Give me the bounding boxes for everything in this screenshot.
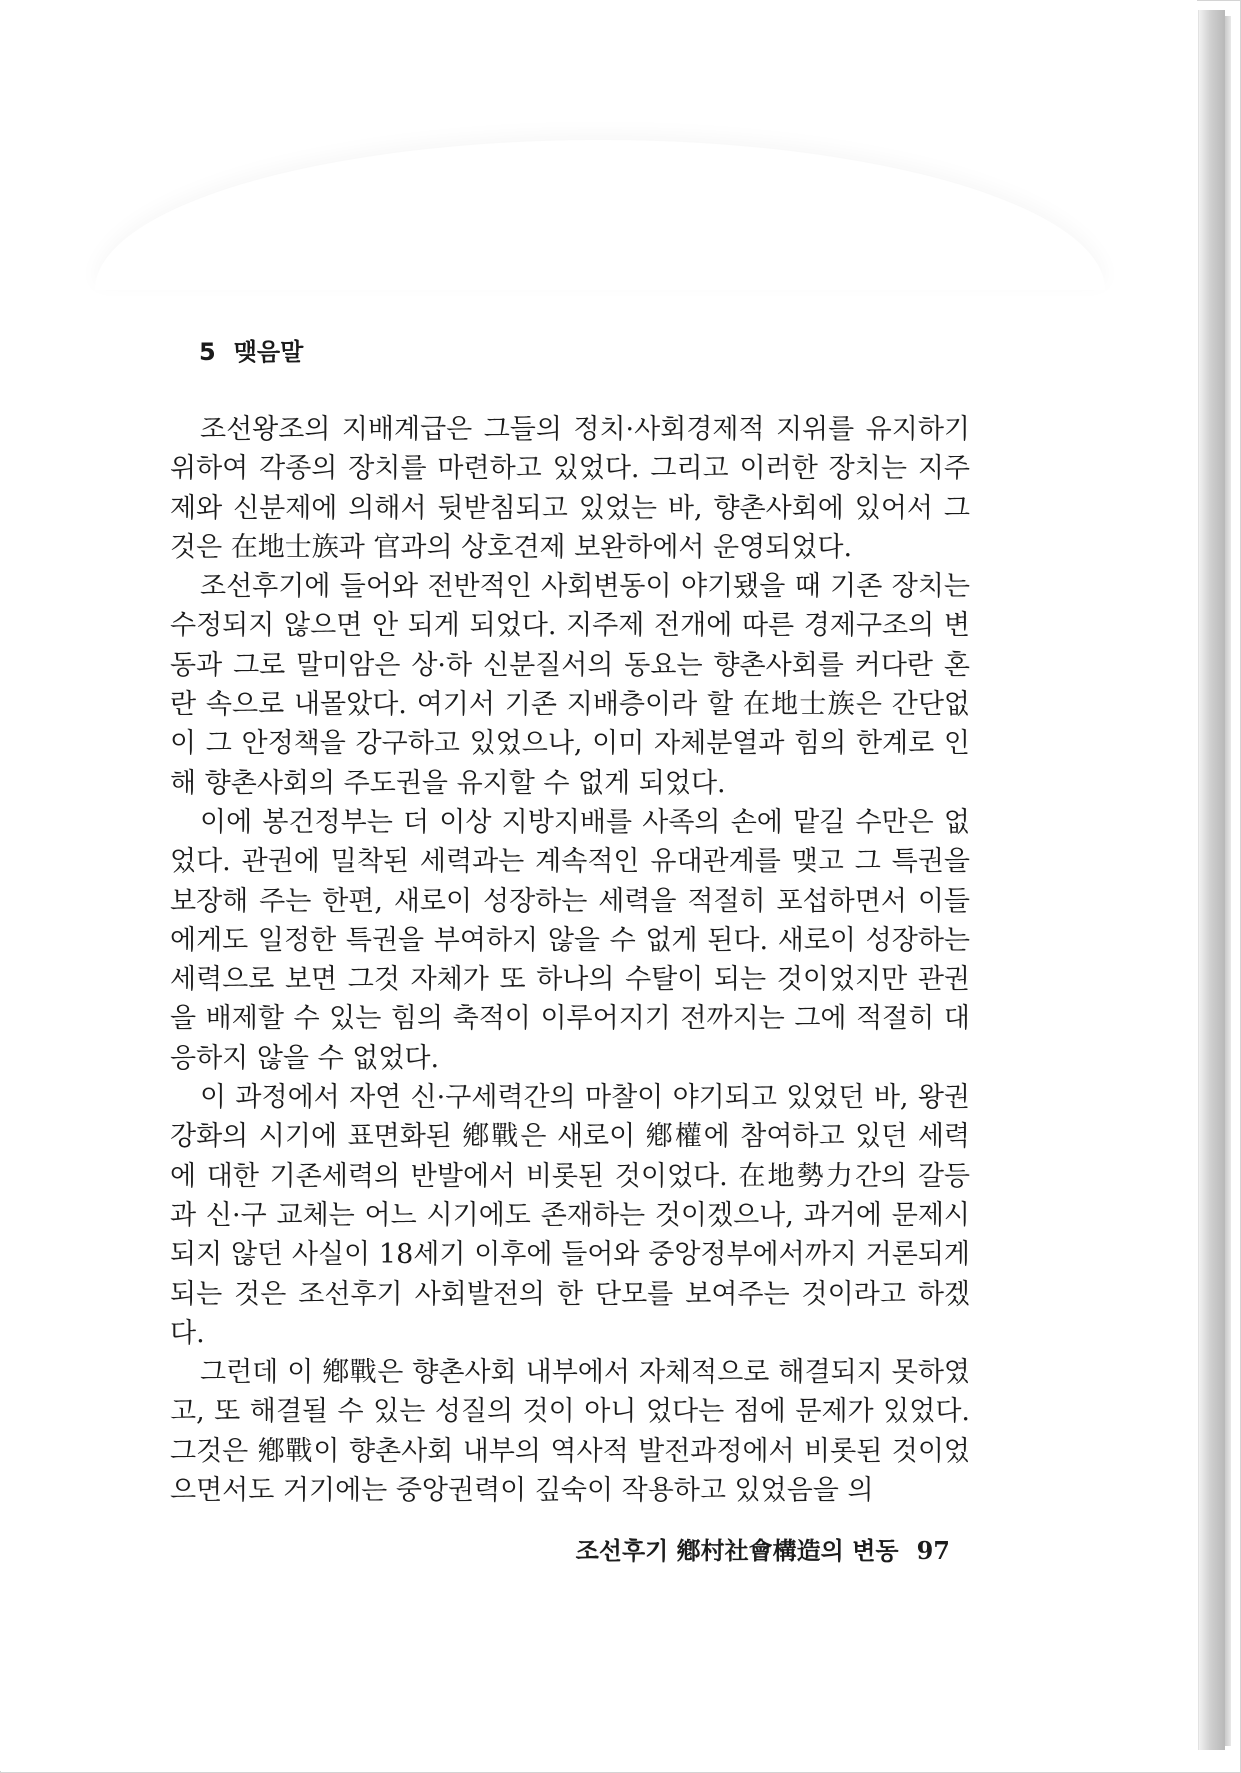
page-footer [570, 1531, 950, 1566]
paragraph: 조선후기에 들어와 전반적인 사회변동이 야기됐을 때 기존 장치는 수정되지 않으면 안 되게 되었다. 지주제 전개에 따른 경제구조의 변동과 그로 말미암은 상·하 신분질서의 동요는 향촌사회를 커다란 혼란 속으로 내몰았다. 여기서 기존 지배층이라 할 在地士族은 간단없이 그 안정책을 강구하고 있었으나, 이미 자체분열과 힘의 한계로 인해 향촌사회의 주도권을 유지할 수 없게 되었다. [170, 571, 970, 799]
section-heading [199, 332, 303, 367]
page-number: 97 [916, 1536, 950, 1565]
section-title: 맺음말 [233, 338, 304, 366]
body-text [170, 410, 970, 1510]
paragraph: 조선왕조의 지배계급은 그들의 정치·사회경제적 지위를 유지하기 위하여 각종의 장치를 마련하고 있었다. 그리고 이러한 장치는 지주제와 신분제에 의해서 뒷받침되고 있었는 바, 향촌사회에 있어서 그것은 在地士族과 官과의 상호견제 보완하에서 운영되었다. [170, 414, 970, 563]
running-title: 조선후기 鄕村社會構造의 변동 [575, 1536, 899, 1565]
paragraph: 그런데 이 鄕戰은 향촌사회 내부에서 자체적으로 해결되지 못하였고, 또 해결될 수 있는 성질의 것이 아니 었다는 점에 문제가 있었다. 그것은 鄕戰이 향촌사회 내부의 역사적 발전과정에서 비롯된 것이었으면서도 거기에는 중앙권력이 깊숙이 작용하고 있었음을 의 [170, 1357, 970, 1507]
page-curl-shadow [95, 140, 1105, 290]
section-number: 5 [199, 338, 216, 366]
paragraph: 이 과정에서 자연 신·구세력간의 마찰이 야기되고 있었던 바, 왕권강화의 시기에 표면화된 鄕戰은 새로이 鄕權에 참여하고 있던 세력에 대한 기존세력의 반발에서 비롯된 것이었다. 在地勢力간의 갈등과 신·구 교체는 어느 시기에도 존재하는 것이겠으나, 과거에 문제시되지 않던 사실이 18세기 이후에 들어와 중앙정부에서까지 거론되게 되는 것은 조선후기 사회발전의 한 단모를 보여주는 것이라고 하겠다. [170, 1082, 970, 1349]
paragraph: 이에 봉건정부는 더 이상 지방지배를 사족의 손에 맡길 수만은 없었다. 관권에 밀착된 세력과는 계속적인 유대관계를 맺고 그 특권을 보장해 주는 한편, 새로이 성장하는 세력을 적절히 포섭하면서 이들에게도 일정한 특권을 부여하지 않을 수 없게 된다. 새로이 성장하는 세력으로 보면 그것 자체가 또 하나의 수탈이 되는 것이었지만 관권을 배제할 수 있는 힘의 축적이 이루어지기 전까지는 그에 적절히 대응하지 않을 수 없었다. [170, 806, 970, 1074]
book-page-edge [1198, 10, 1225, 1750]
